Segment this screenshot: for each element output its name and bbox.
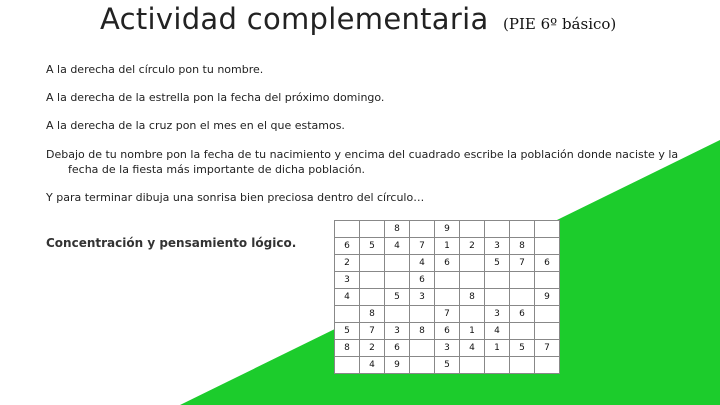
grid-cell: [535, 357, 560, 374]
grid-cell: 3: [485, 238, 510, 255]
grid-cell: [535, 306, 560, 323]
grid-row: [335, 357, 560, 374]
grid-cell: [335, 357, 360, 374]
grid-cell: [485, 221, 510, 238]
grid-cell: 4: [335, 289, 360, 306]
grid-row: [335, 221, 560, 238]
instruction-star: A la derecha de la estrella pon la fecha del próximo domingo.: [46, 91, 385, 104]
grid-cell: 4: [385, 238, 410, 255]
instruction-cross: A la derecha de la cruz pon el mes en el que estamos.: [46, 119, 345, 132]
grid-cell: 5: [360, 238, 385, 255]
grid-cell: [410, 340, 435, 357]
grid-cell: 3: [385, 323, 410, 340]
grid-row: [335, 238, 560, 255]
grid-cell: 6: [435, 255, 460, 272]
grid-cell: 2: [360, 340, 385, 357]
grid-cell: 4: [460, 340, 485, 357]
grid-cell: 5: [385, 289, 410, 306]
grid-cell: [360, 272, 385, 289]
grid-cell: 8: [460, 289, 485, 306]
grid-cell: 6: [335, 238, 360, 255]
grid-cell: 5: [485, 255, 510, 272]
grid-row: [335, 306, 560, 323]
grid-cell: [410, 357, 435, 374]
grid-row: [335, 323, 560, 340]
grid-cell: [410, 221, 435, 238]
grid-cell: [510, 272, 535, 289]
grid-cell: 4: [485, 323, 510, 340]
grid-cell: [485, 272, 510, 289]
grid-cell: 8: [335, 340, 360, 357]
grid-cell: 9: [435, 221, 460, 238]
grid-cell: [485, 289, 510, 306]
grid-cell: [510, 323, 535, 340]
grid-cell: 9: [385, 357, 410, 374]
grid-cell: 6: [435, 323, 460, 340]
grid-cell: [460, 255, 485, 272]
grid-cell: 7: [510, 255, 535, 272]
grid-row: [335, 289, 560, 306]
grid-cell: 8: [410, 323, 435, 340]
grid-cell: [460, 357, 485, 374]
grid-cell: 8: [360, 306, 385, 323]
grid-cell: [335, 221, 360, 238]
grid-cell: 9: [535, 289, 560, 306]
grid-cell: 5: [335, 323, 360, 340]
grid-cell: [535, 221, 560, 238]
instruction-birth-line2: fecha de la fiesta más importante de dicha población.: [68, 163, 366, 176]
grid-cell: [510, 357, 535, 374]
grid-cell: [360, 221, 385, 238]
grid-cell: 3: [335, 272, 360, 289]
grid-cell: 2: [460, 238, 485, 255]
grid-cell: 5: [510, 340, 535, 357]
grid-cell: 4: [360, 357, 385, 374]
grid-cell: 2: [335, 255, 360, 272]
grid-cell: [535, 272, 560, 289]
concept-label: Concentración y pensamiento lógico.: [46, 236, 297, 250]
instruction-circle: A la derecha del círculo pon tu nombre.: [46, 63, 264, 76]
grid-cell: 4: [410, 255, 435, 272]
grid-cell: 7: [535, 340, 560, 357]
grid-cell: [510, 289, 535, 306]
grid-cell: 7: [410, 238, 435, 255]
grid-cell: 1: [460, 323, 485, 340]
grid-cell: 1: [435, 238, 460, 255]
number-grid: [334, 220, 560, 374]
grid-cell: [385, 255, 410, 272]
grid-cell: 5: [435, 357, 460, 374]
grid-cell: [435, 272, 460, 289]
grid-cell: [360, 255, 385, 272]
grid-cell: [535, 238, 560, 255]
grid-cell: 8: [510, 238, 535, 255]
instruction-birth-line1: Debajo de tu nombre pon la fecha de tu nacimiento y encima del cuadrado escribe la población donde naciste y la: [46, 148, 679, 161]
grid-cell: [385, 272, 410, 289]
grid-cell: 3: [485, 306, 510, 323]
grid-row: [335, 272, 560, 289]
page-subtitle: (PIE 6º básico): [503, 15, 617, 33]
grid-cell: [460, 221, 485, 238]
grid-row: [335, 255, 560, 272]
instruction-smile: Y para terminar dibuja una sonrisa bien preciosa dentro del círculo…: [46, 191, 425, 204]
grid-cell: [360, 289, 385, 306]
grid-cell: 8: [385, 221, 410, 238]
grid-cell: [460, 306, 485, 323]
grid-cell: [335, 306, 360, 323]
grid-cell: 6: [385, 340, 410, 357]
header: [100, 2, 616, 36]
grid-cell: 6: [410, 272, 435, 289]
grid-cell: 3: [410, 289, 435, 306]
grid-cell: [435, 289, 460, 306]
grid-cell: 1: [485, 340, 510, 357]
grid-cell: [410, 306, 435, 323]
grid-cell: [485, 357, 510, 374]
page-title: Actividad complementaria: [100, 2, 489, 36]
grid-cell: [535, 323, 560, 340]
grid-cell: [385, 306, 410, 323]
instruction-birth: [46, 147, 686, 177]
grid-cell: 3: [435, 340, 460, 357]
grid-cell: 7: [360, 323, 385, 340]
grid-cell: [460, 272, 485, 289]
grid-cell: [510, 221, 535, 238]
grid-cell: 6: [535, 255, 560, 272]
grid-cell: 7: [435, 306, 460, 323]
grid-row: [335, 340, 560, 357]
grid-cell: 6: [510, 306, 535, 323]
